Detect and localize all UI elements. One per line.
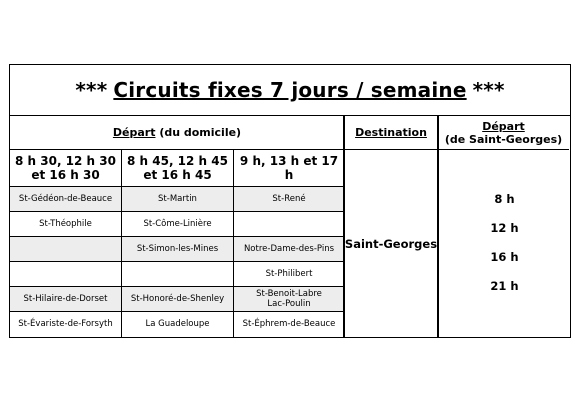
municipality-cell: St-Côme-Linière bbox=[143, 219, 212, 229]
municipality-cell: St-Éphrem-de-Beauce bbox=[242, 319, 336, 329]
time-header-1 bbox=[10, 150, 121, 186]
municipality-cell: La Guadeloupe bbox=[145, 319, 210, 329]
municipality-cell: St-Hilaire-de-Dorset bbox=[10, 287, 121, 311]
time-header-1-line1: 8 h 30, 12 h 30 bbox=[15, 154, 116, 168]
municipality-cell: St-Gédéon-de-Beauce bbox=[10, 187, 121, 211]
departure-times bbox=[439, 185, 570, 301]
table-title bbox=[10, 65, 570, 116]
departure-time: 16 h bbox=[490, 250, 519, 264]
time-header-2 bbox=[122, 150, 233, 186]
municipality-cell: Notre-Dame-des-Pins bbox=[234, 237, 344, 261]
header-depart-sg-line2: (de Saint-Georges) bbox=[444, 132, 563, 146]
municipality-cell: St-Simon-les-Mines bbox=[122, 237, 233, 261]
time-header-1-line2: et 16 h 30 bbox=[31, 168, 100, 182]
header-depart-label: Départ bbox=[112, 126, 156, 139]
municipality-cell: St-Benoit-Labre Lac-Poulin bbox=[234, 287, 344, 311]
header-destination bbox=[344, 116, 438, 150]
municipality-cell bbox=[10, 262, 121, 286]
municipality-cell: St-René bbox=[234, 187, 344, 211]
divider bbox=[10, 186, 344, 187]
header-depart-suffix: (du domicile) bbox=[155, 126, 242, 139]
destination-value: Saint-Georges bbox=[344, 236, 438, 251]
municipality-cell: St-Évariste-de-Forsyth bbox=[18, 319, 113, 329]
municipality-cell: St-Honoré-de-Shenley bbox=[122, 287, 233, 311]
municipality-cell: St-Philibert bbox=[265, 269, 313, 279]
municipality-cell: St-Théophile bbox=[39, 219, 92, 229]
time-header-2-line2: et 16 h 45 bbox=[143, 168, 212, 182]
time-header-2-line1: 8 h 45, 12 h 45 bbox=[127, 154, 228, 168]
divider bbox=[343, 116, 345, 338]
header-destination-label: Destination bbox=[355, 126, 427, 139]
municipality-cell bbox=[122, 262, 233, 286]
municipality-cell bbox=[10, 237, 121, 261]
time-header-3 bbox=[234, 150, 344, 186]
divider bbox=[437, 116, 439, 338]
divider bbox=[233, 150, 234, 338]
header-depart-domicile bbox=[10, 116, 344, 150]
title-suffix: *** bbox=[472, 78, 505, 102]
municipality-cell bbox=[234, 212, 344, 236]
schedule-table bbox=[9, 64, 571, 338]
divider bbox=[121, 150, 122, 338]
departure-time: 12 h bbox=[490, 221, 519, 235]
municipality-cell: St-Martin bbox=[122, 187, 233, 211]
title-text: Circuits fixes 7 jours / semaine bbox=[113, 78, 467, 102]
departure-time: 21 h bbox=[490, 279, 519, 293]
header-depart-saint-georges bbox=[438, 116, 569, 150]
departure-time: 8 h bbox=[494, 192, 515, 206]
title-prefix: *** bbox=[75, 78, 108, 102]
header-depart-sg-line1: Départ bbox=[482, 119, 525, 133]
time-header-3-line1: 9 h, 13 h et 17 h bbox=[239, 154, 339, 182]
